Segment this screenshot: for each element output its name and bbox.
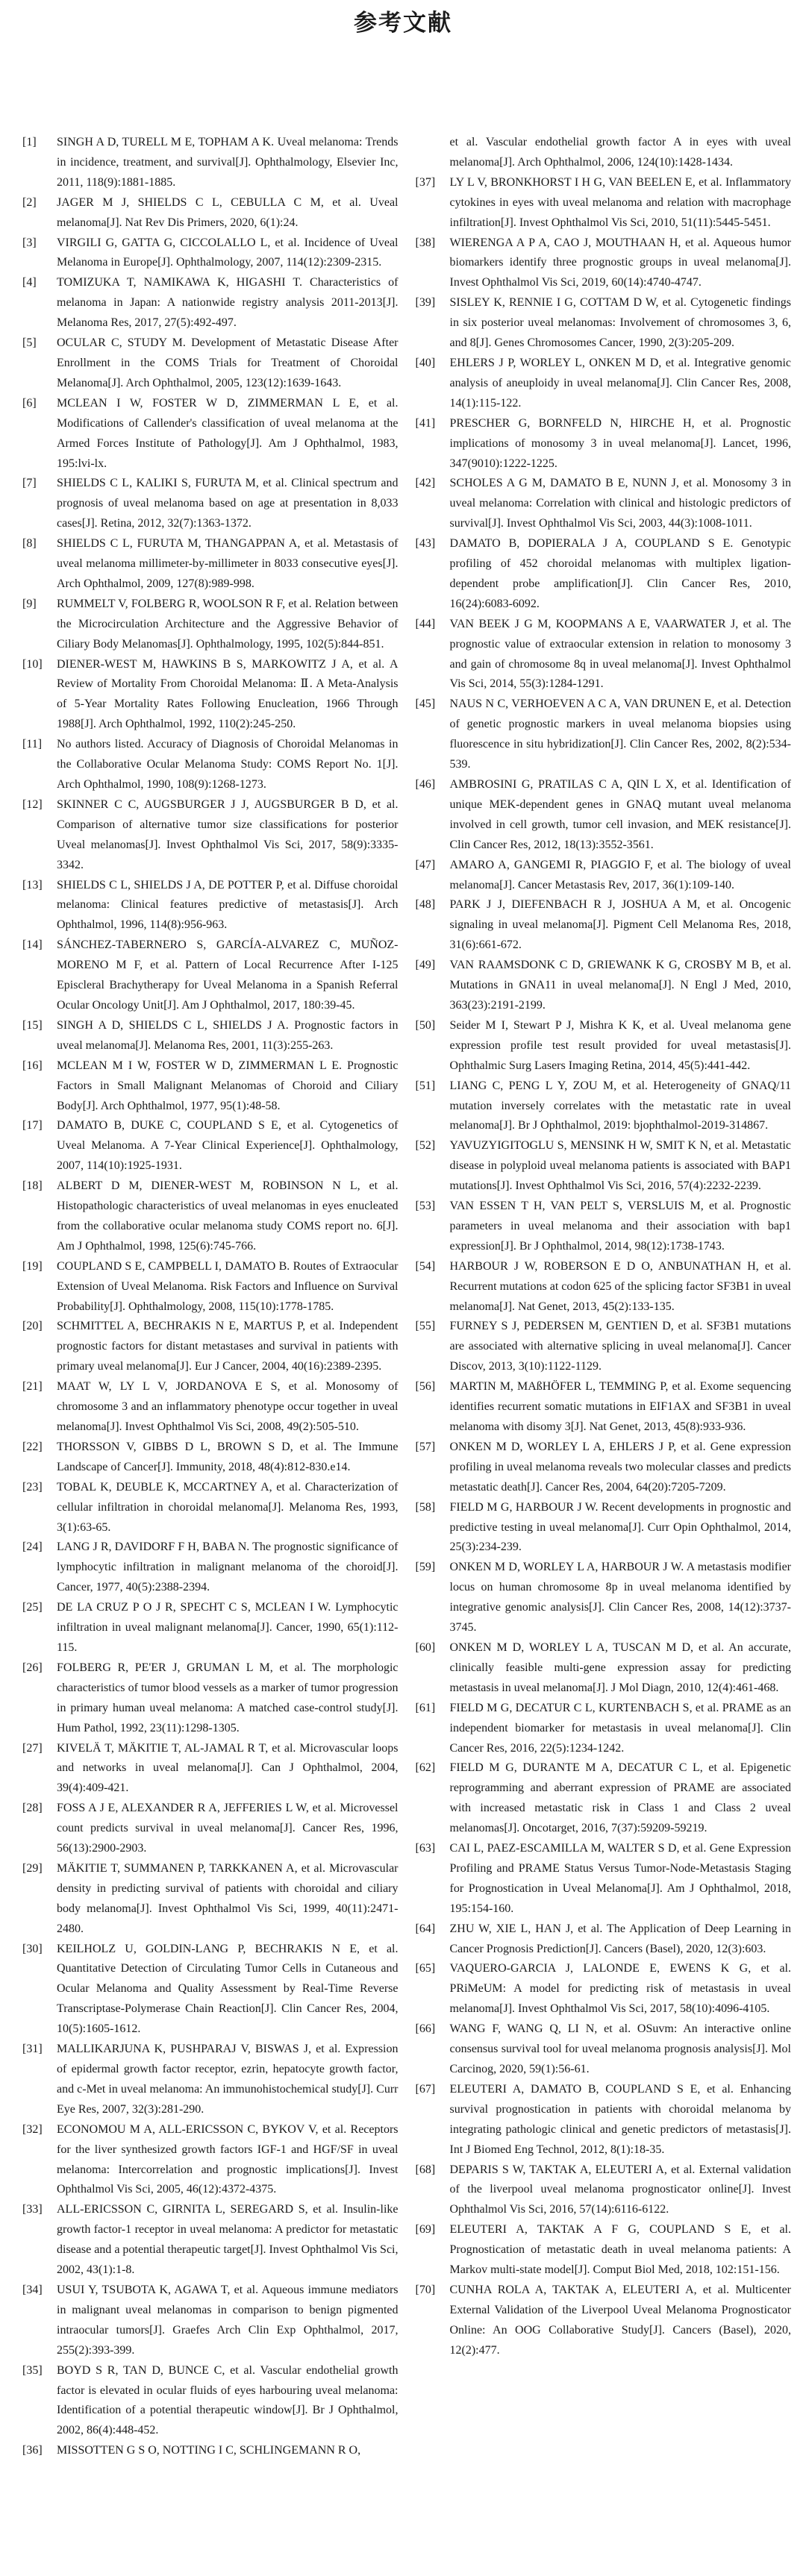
reference-item xyxy=(416,1839,792,1920)
reference-number: [43] xyxy=(415,537,436,551)
reference-number: [54] xyxy=(415,1259,436,1273)
reference-text: SCHOLES A G M, DAMATO B E, NUNN J, et al. Monosomy 3 in uveal melanoma: Correlation with clinical and histologic predictors of survival[J]. Invest Ophthalmol Vis Sci, 2003, 44(3):1008-1011. xyxy=(449,477,791,530)
reference-text: ONKEN M D, WORLEY L A, EHLERS J P, et al. Gene expression profiling in uveal melanoma reveals two molecular classes and predicts metastatic death[J]. Cancer Res, 2004, 64(20):7205-7209. xyxy=(449,1440,791,1494)
reference-item xyxy=(416,1638,792,1699)
reference-text: USUI Y, TSUBOTA K, AGAWA T, et al. Aqueous immune mediators in malignant uveal melanomas in comparison to benign pigmented intraocular tumors[J]. Graefes Arch Clin Exp Ophthalmol, 2017, 255(2):393-399. xyxy=(57,2283,399,2357)
reference-item xyxy=(416,1197,792,1257)
reference-item xyxy=(416,1257,792,1317)
reference-item xyxy=(22,876,399,936)
reference-text: BOYD S R, TAN D, BUNCE C, et al. Vascular endothelial growth factor is elevated in ocular fluids of eyes harbouring uveal melanoma: Identification of a potential therapeutic window[J]. Br J Ophthalmol, 2002, 86(4):448-452. xyxy=(57,2363,399,2437)
reference-item xyxy=(416,133,792,173)
reference-number: [25] xyxy=(22,1601,43,1614)
reference-text: Seider M I, Stewart P J, Mishra K K, et al. Uveal melanoma gene expression profile test result provided for uveal metastasis[J]. Ophthalmic Surg Lasers Imaging Retina, 2014, 45(5):441-442. xyxy=(449,1018,791,1072)
reference-text: RUMMELT V, FOLBERG R, WOOLSON R F, et al. Relation between the Microcirculation Architecture and the Aggressive Behavior of Ciliary Body Melanomas[J]. Ophthalmology, 1995, 102(5):844-851. xyxy=(57,597,399,651)
reference-item xyxy=(416,1317,792,1377)
reference-item xyxy=(416,1758,792,1839)
reference-number: [65] xyxy=(415,1962,436,1975)
reference-item xyxy=(416,1558,792,1638)
reference-text: SISLEY K, RENNIE I G, COTTAM D W, et al. Cytogenetic findings in six posterior uveal melanomas: Involvement of chromosomes 3, 6, and 8[J]. Genes Chromosomes Cancer, 1990, 2(3):205-209. xyxy=(449,296,791,350)
reference-text: PARK J J, DIEFENBACH R J, JOSHUA A M, et al. Oncogenic signaling in uveal melanoma[J]. Pigment Cell Melanoma Res, 2018, 31(6):661-672. xyxy=(449,898,791,952)
reference-text: KIVELÄ T, MÄKITIE T, AL-JAMAL R T, et al. Microvascular loops and networks in uveal melanoma[J]. Can J Ophthalmol, 2004, 39(4):409-421. xyxy=(57,1741,399,1795)
reference-number: [67] xyxy=(415,2082,436,2096)
reference-text: et al. Vascular endothelial growth factor A in eyes with uveal melanoma[J]. Arch Ophthalmol, 2006, 124(10):1428-1434. xyxy=(449,136,791,169)
reference-text: DE LA CRUZ P O J R, SPECHT C S, MCLEAN I W. Lymphocytic infiltration in uveal malignant melanoma[J]. Cancer, 1990, 65(1):112-115. xyxy=(57,1601,399,1654)
reference-number: [16] xyxy=(22,1059,43,1072)
reference-number: [59] xyxy=(415,1561,436,1574)
reference-item xyxy=(22,1478,399,1538)
reference-number: [14] xyxy=(22,938,43,952)
reference-number: [56] xyxy=(415,1380,436,1394)
reference-item xyxy=(22,735,399,795)
reference-text: MISSOTTEN G S O, NOTTING I C, SCHLINGEMANN R O, xyxy=(57,2444,361,2457)
reference-number: [69] xyxy=(415,2223,436,2237)
reference-item xyxy=(22,1538,399,1598)
reference-item xyxy=(416,775,792,856)
reference-text: ELEUTERI A, TAKTAK A F G, COUPLAND S E, et al. Prognostication of metastatic death in uveal melanoma patients: A Markov multi-state model[J]. Comput Biol Med, 2018, 102:151-156. xyxy=(449,2223,791,2277)
reference-number: [9] xyxy=(22,597,37,610)
reference-text: FOSS A J E, ALEXANDER R A, JEFFERIES L W, et al. Microvessel count predicts survival in uveal melanoma[J]. Cancer Res, 1996, 56(13):2900-2903. xyxy=(57,1802,399,1855)
reference-number: [11] xyxy=(22,738,43,751)
reference-text: HARBOUR J W, ROBERSON E D O, ANBUNATHAN H, et al. Recurrent mutations at codon 625 of the splicing factor SF3B1 in uveal melanoma[J]. Nat Genet, 2013, 45(2):133-135. xyxy=(449,1259,791,1313)
reference-text: EHLERS J P, WORLEY L, ONKEN M D, et al. Integrative genomic analysis of aneuploidy in uveal melanoma[J]. Clin Cancer Res, 2008, 14(1):115-122. xyxy=(449,356,791,410)
reference-number: [64] xyxy=(415,1922,436,1935)
reference-text: VAN BEEK J G M, KOOPMANS A E, VAARWATER J, et al. The prognostic value of extraocular extension in relation to monosomy 3 and gain of chromosome 8q in uveal melanoma[J]. Invest Ophthalmol Vis Sci, 2014, 55(3):1284-1291. xyxy=(449,617,791,691)
reference-item xyxy=(416,956,792,1016)
reference-number: [26] xyxy=(22,1661,43,1674)
reference-number: [57] xyxy=(415,1440,436,1453)
reference-item xyxy=(416,1016,792,1077)
reference-text: FIELD M G, DECATUR C L, KURTENBACH S, et al. PRAME as an independent biomarker for metastasis in uveal melanoma[J]. Clin Cancer Res, 2016, 22(5):1234-1242. xyxy=(449,1701,791,1755)
reference-item xyxy=(416,1377,792,1438)
reference-item xyxy=(22,1056,399,1117)
reference-number: [36] xyxy=(22,2444,43,2457)
reference-number: [18] xyxy=(22,1179,43,1193)
reference-text: DIENER-WEST M, HAWKINS B S, MARKOWITZ J A, et al. A Review of Mortality From Choroidal Melanoma: Ⅱ. A Meta-Analysis of 5-Year Mortality Rates Following Enucleation, 1966 Through 1988[J]. Arch Ophthalmol, 1992, 110(2):245-250. xyxy=(57,657,399,731)
reference-item xyxy=(22,1799,399,1859)
reference-text: SÁNCHEZ-TABERNERO S, GARCÍA-ALVAREZ C, MUÑOZ-MORENO M F, et al. Pattern of Local Recurrence After I-125 Episcleral Brachytherapy for Uveal Melanoma in a Spanish Referral Ocular Oncology Unit[J]. Am J Ophthalmol, 2017, 180:39-45. xyxy=(57,938,399,1012)
reference-number: [61] xyxy=(415,1701,436,1714)
reference-number: [5] xyxy=(22,336,37,350)
reference-item xyxy=(22,2441,399,2461)
reference-number: [22] xyxy=(22,1440,43,1453)
reference-item xyxy=(22,273,399,333)
reference-text: DAMATO B, DOPIERALA J A, COUPLAND S E. Genotypic profiling of 452 choroidal melanomas with multiplex ligation-dependent probe amplification[J]. Clin Cancer Res, 2010, 16(24):6083-6092. xyxy=(449,537,791,610)
reference-item xyxy=(416,354,792,414)
reference-text: PRESCHER G, BORNFELD N, HIRCHE H, et al. Prognostic implications of monosomy 3 in uveal melanoma[J]. Lancet, 1996, 347(9010):1222-1225. xyxy=(449,416,791,470)
reference-item xyxy=(416,1136,792,1197)
reference-number: [28] xyxy=(22,1802,43,1815)
reference-number: [53] xyxy=(415,1200,436,1213)
references-column-right xyxy=(416,133,792,2461)
reference-text: VAN RAAMSDONK C D, GRIEWANK K G, CROSBY M B, et al. Mutations in GNA11 in uveal melanoma[J]. N Engl J Med, 2010, 363(23):2191-2199. xyxy=(449,959,791,1012)
reference-number: [34] xyxy=(22,2283,43,2296)
reference-text: WANG F, WANG Q, LI N, et al. OSuvm: An interactive online consensus survival tool for uveal melanoma prognosis analysis[J]. Mol Carcinog, 2020, 59(1):56-61. xyxy=(449,2022,791,2075)
reference-number: [37] xyxy=(415,175,436,189)
reference-number: [32] xyxy=(22,2122,43,2136)
reference-number: [52] xyxy=(415,1139,436,1153)
reference-number: [33] xyxy=(22,2203,43,2216)
reference-text: VIRGILI G, GATTA G, CICCOLALLO L, et al. Incidence of Uveal Melanoma in Europe[J]. Ophthalmology, 2007, 114(12):2309-2315. xyxy=(57,236,399,269)
reference-text: DAMATO B, DUKE C, COUPLAND S E, et al. Cytogenetics of Uveal Melanoma. A 7-Year Clinical Experience[J]. Ophthalmology, 2007, 114(10):1925-1931. xyxy=(57,1119,399,1173)
reference-text: WIERENGA A P A, CAO J, MOUTHAAN H, et al. Aqueous humor biomarkers identify three prognostic groups in uveal melanoma[J]. Invest Ophthalmol Vis Sci, 2019, 60(14):4740-4747. xyxy=(449,236,791,289)
reference-text: OCULAR C, STUDY M. Development of Metastatic Disease After Enrollment in the COMS Trials for Treatment of Choroidal Melanoma[J]. Arch Ophthalmol, 2005, 123(12):1639-1643. xyxy=(57,336,399,389)
reference-text: TOMIZUKA T, NAMIKAWA K, HIGASHI T. Characteristics of melanoma in Japan: A nationwide registry analysis 2011-2013[J]. Melanoma Res, 2017, 27(5):492-497. xyxy=(57,276,399,330)
references-columns xyxy=(0,133,806,2475)
reference-text: TOBAL K, DEUBLE K, MCCARTNEY A, et al. Characterization of cellular infiltration in choroidal melanoma[J]. Melanoma Res, 1993, 3(1):63-65. xyxy=(57,1480,399,1534)
reference-item xyxy=(22,1257,399,1317)
reference-number: [10] xyxy=(22,657,43,671)
reference-number: [45] xyxy=(415,698,436,711)
reference-item xyxy=(22,1176,399,1257)
reference-number: [13] xyxy=(22,878,43,891)
reference-number: [6] xyxy=(22,396,37,410)
reference-item xyxy=(416,173,792,234)
reference-number: [35] xyxy=(22,2363,43,2377)
reference-text: THORSSON V, GIBBS D L, BROWN S D, et al. The Immune Landscape of Cancer[J]. Immunity, 2018, 48(4):812-830.e14. xyxy=(57,1440,399,1473)
reference-number: [51] xyxy=(415,1079,436,1092)
reference-item xyxy=(416,1498,792,1558)
reference-number: [27] xyxy=(22,1741,43,1755)
reference-item xyxy=(22,795,399,876)
reference-item xyxy=(22,1598,399,1658)
reference-text: JAGER M J, SHIELDS C L, CEBULLA C M, et al. Uveal melanoma[J]. Nat Rev Dis Primers, 2020, 6(1):24. xyxy=(57,195,399,229)
reference-text: ELEUTERI A, DAMATO B, COUPLAND S E, et al. Enhancing survival prognostication in patients with choroidal melanoma by integrating pathologic clinical and genetic predictors of metastasis[J]. Int J Biomed Eng Technol, 2012, 8(1):18-35. xyxy=(449,2082,791,2156)
reference-number: [63] xyxy=(415,1842,436,1855)
reference-text: SHIELDS C L, SHIELDS J A, DE POTTER P, et al. Diffuse choroidal melanoma: Clinical features predictive of metastasis[J]. Arch Ophthalmol, 1996, 114(8):956-963. xyxy=(57,878,399,932)
reference-text: CAI L, PAEZ-ESCAMILLA M, WALTER S D, et al. Gene Expression Profiling and PRAME Status Versus Tumor-Node-Metastasis Staging for Prognostication in Uveal Melanoma[J]. Am J Ophthalmol, 2018, 195:154-160. xyxy=(449,1842,791,1915)
reference-number: [31] xyxy=(22,2043,43,2056)
reference-number: [47] xyxy=(415,858,436,871)
reference-item xyxy=(22,1739,399,1799)
reference-text: COUPLAND S E, CAMPBELL I, DAMATO B. Routes of Extraocular Extension of Uveal Melanoma. Risk Factors and Influence on Survival Probability[J]. Ophthalmology, 2008, 115(10):1778-1785. xyxy=(57,1259,399,1313)
reference-number: [40] xyxy=(415,356,436,369)
reference-number: [62] xyxy=(415,1761,436,1775)
reference-item xyxy=(22,474,399,534)
reference-text: FIELD M G, DURANTE M A, DECATUR C L, et al. Epigenetic reprogramming and aberrant expression of PRAME are associated with increased metastatic risk in Class 1 and Class 2 uveal melanomas[J]. Oncotarget, 2016, 7(37):59209-59219. xyxy=(449,1761,791,1835)
reference-text: ALL-ERICSSON C, GIRNITA L, SEREGARD S, et al. Insulin-like growth factor-1 receptor in uveal melanoma: A predictor for metastatic disease and a potential therapeutic target[J]. Invest Ophthalmol Vis Sci, 2002, 43(1):1-8. xyxy=(57,2203,399,2277)
reference-number: [8] xyxy=(22,537,37,551)
reference-number: [41] xyxy=(415,416,436,430)
reference-item xyxy=(22,394,399,474)
reference-number: [42] xyxy=(415,477,436,490)
reference-item xyxy=(416,695,792,775)
reference-item xyxy=(22,1317,399,1377)
reference-item xyxy=(22,133,399,193)
reference-item xyxy=(22,2361,399,2442)
reference-item xyxy=(416,2019,792,2080)
reference-text: FURNEY S J, PEDERSEN M, GENTIEN D, et al. SF3B1 mutations are associated with alternative splicing in uveal melanoma[J]. Cancer Discov, 2013, 3(10):1122-1129. xyxy=(449,1320,791,1373)
reference-item xyxy=(22,2200,399,2281)
reference-number: [48] xyxy=(415,898,436,912)
reference-text: CUNHA ROLA A, TAKTAK A, ELEUTERI A, et al. Multicenter External Validation of the Liverpool Uveal Melanoma Prognosticator Online: An OOG Collaborative Study[J]. Cancers (Basel), 2020, 12(2):477. xyxy=(449,2283,791,2357)
reference-item xyxy=(416,2080,792,2160)
reference-text: KEILHOLZ U, GOLDIN-LANG P, BECHRAKIS N E, et al. Quantitative Detection of Circulating Tumor Cells in Cutaneous and Ocular Melanoma and Quality Assessment by Real-Time Reverse Transcriptase-Polymerase Chain Reaction[J]. Clin Cancer Res, 2004, 10(5):1605-1612. xyxy=(57,1942,399,2036)
reference-number: [58] xyxy=(415,1500,436,1514)
reference-item xyxy=(22,234,399,274)
reference-number: [2] xyxy=(22,195,37,209)
reference-item xyxy=(416,615,792,695)
reference-number: [4] xyxy=(22,276,37,289)
reference-text: SHIELDS C L, FURUTA M, THANGAPPAN A, et al. Metastasis of uveal melanoma millimeter-by-millimeter in 8033 consecutive eyes[J]. Arch Ophthalmol, 2009, 127(8):989-998. xyxy=(57,537,399,590)
reference-number: [17] xyxy=(22,1119,43,1132)
reference-item xyxy=(22,333,399,394)
reference-item xyxy=(416,1438,792,1498)
reference-item xyxy=(22,1859,399,1940)
reference-number: [29] xyxy=(22,1861,43,1875)
reference-text: SINGH A D, SHIELDS C L, SHIELDS J A. Prognostic factors in uveal melanoma[J]. Melanoma Res, 2001, 11(3):255-263. xyxy=(57,1018,399,1052)
reference-text: YAVUZYIGITOGLU S, MENSINK H W, SMIT K N, et al. Metastatic disease in polyploid uveal melanoma patients is associated with BAP1 mutations[J]. Invest Ophthalmol Vis Sci, 2016, 57(4):2232-2239. xyxy=(449,1139,791,1193)
reference-item xyxy=(416,474,792,534)
reference-number: [50] xyxy=(415,1018,436,1032)
reference-text: DEPARIS S W, TAKTAK A, ELEUTERI A, et al. External validation of the liverpool uveal melanoma prognosticator online[J]. Invest Ophthalmol Vis Sci, 2016, 57(14):6116-6122. xyxy=(449,2163,791,2216)
reference-item xyxy=(416,1699,792,1759)
reference-text: SKINNER C C, AUGSBURGER J J, AUGSBURGER B D, et al. Comparison of alternative tumor size classifications for posterior Uveal melanomas[J]. Invest Ophthalmol Vis Sci, 2017, 58(9):3335-3342. xyxy=(57,797,399,871)
reference-text: VAN ESSEN T H, VAN PELT S, VERSLUIS M, et al. Prognostic parameters in uveal melanoma and their association with bap1 expression[J]. Br J Ophthalmol, 2014, 98(12):1738-1743. xyxy=(449,1200,791,1253)
reference-text: ONKEN M D, WORLEY L A, TUSCAN M D, et al. An accurate, clinically feasible multi-gene expression assay for predicting metastasis in uveal melanoma[J]. J Mol Diagn, 2010, 12(4):461-468. xyxy=(449,1640,791,1694)
reference-item xyxy=(416,1959,792,2019)
reference-number: [3] xyxy=(22,236,37,249)
reference-text: FOLBERG R, PE'ER J, GRUMAN L M, et al. The morphologic characteristics of tumor blood vessels as a marker of tumor progression in primary human uveal melanoma: A matched case-control study[J]. Hum Pathol, 1992, 23(11):1298-1305. xyxy=(57,1661,399,1734)
reference-item xyxy=(22,936,399,1016)
reference-number: [60] xyxy=(415,1640,436,1654)
reference-number: [7] xyxy=(22,477,37,490)
reference-item xyxy=(416,293,792,354)
reference-text: ECONOMOU M A, ALL-ERICSSON C, BYKOV V, et al. Receptors for the liver synthesized growth factors IGF-1 and HGF/SF in uveal melanoma: Intercorrelation and prognostic implications[J]. Invest Ophthalmol Vis Sci, 2005, 46(12):4372-4375. xyxy=(57,2122,399,2196)
reference-number: [44] xyxy=(415,617,436,630)
reference-text: MÄKITIE T, SUMMANEN P, TARKKANEN A, et al. Microvascular density in predicting survival of patients with choroidal and ciliary body melanoma[J]. Invest Ophthalmol Vis Sci, 1999, 40(11):2471-2480. xyxy=(57,1861,399,1935)
reference-number: [15] xyxy=(22,1018,43,1032)
reference-item xyxy=(416,856,792,896)
reference-text: LY L V, BRONKHORST I H G, VAN BEELEN E, et al. Inflammatory cytokines in eyes with uveal melanoma and relation with macrophage infiltration[J]. Invest Ophthalmol Vis Sci, 2010, 51(11):5445-5451. xyxy=(449,175,791,229)
reference-item xyxy=(416,414,792,474)
reference-text: SHIELDS C L, KALIKI S, FURUTA M, et al. Clinical spectrum and prognosis of uveal melanoma based on age at presentation in 8,033 cases[J]. Retina, 2012, 32(7):1363-1372. xyxy=(57,477,399,530)
reference-number: [12] xyxy=(22,797,43,811)
reference-number: [68] xyxy=(415,2163,436,2176)
reference-item xyxy=(22,2120,399,2201)
reference-item xyxy=(416,534,792,615)
reference-text: LANG J R, DAVIDORF F H, BABA N. The prognostic significance of lymphocytic infiltration in malignant melanoma of the choroid[J]. Cancer, 1977, 40(5):2388-2394. xyxy=(57,1541,399,1594)
reference-number: [70] xyxy=(415,2283,436,2296)
reference-item xyxy=(22,2281,399,2361)
reference-number: [21] xyxy=(22,1380,43,1394)
reference-item xyxy=(22,2040,399,2120)
reference-item xyxy=(416,1920,792,1960)
reference-number: [46] xyxy=(415,778,436,791)
reference-item xyxy=(416,895,792,956)
reference-text: FIELD M G, HARBOUR J W. Recent developments in prognostic and predictive testing in uveal melanoma[J]. Curr Opin Ophthalmol, 2014, 25(3):234-239. xyxy=(449,1500,791,1554)
reference-item xyxy=(22,655,399,736)
reference-number: [30] xyxy=(22,1942,43,1955)
reference-item xyxy=(416,1077,792,1137)
reference-item xyxy=(416,2220,792,2281)
reference-text: AMARO A, GANGEMI R, PIAGGIO F, et al. The biology of uveal melanoma[J]. Cancer Metastasis Rev, 2017, 36(1):109-140. xyxy=(449,858,791,891)
reference-text: ONKEN M D, WORLEY L A, HARBOUR J W. A metastasis modifier locus on human chromosome 8p in uveal melanoma identified by integrative genomic analysis[J]. Clin Cancer Res, 2008, 14(12):3737-3745. xyxy=(449,1561,791,1635)
reference-item xyxy=(416,2281,792,2361)
reference-item xyxy=(22,193,399,234)
page-title: 参考文献 xyxy=(354,10,452,36)
reference-number: [23] xyxy=(22,1480,43,1494)
references-column-left xyxy=(22,133,399,2461)
reference-text: MAAT W, LY L V, JORDANOVA E S, et al. Monosomy of chromosome 3 and an inflammatory phenotype occur together in uveal melanoma[J]. Invest Ophthalmol Vis Sci, 2008, 49(2):505-510. xyxy=(57,1380,399,1433)
reference-number: [19] xyxy=(22,1259,43,1273)
reference-number: [24] xyxy=(22,1541,43,1554)
reference-number: [1] xyxy=(22,136,37,148)
reference-number: [38] xyxy=(415,236,436,249)
reference-number: [66] xyxy=(415,2022,436,2036)
reference-item xyxy=(22,534,399,595)
reference-number: [49] xyxy=(415,959,436,972)
reference-text: MCLEAN I W, FOSTER W D, ZIMMERMAN L E, et al. Modifications of Callender's classification of uveal melanoma at the Armed Forces Institute of Pathology[J]. Am J Ophthalmol, 1983, 195:lvi-lx. xyxy=(57,396,399,470)
reference-item xyxy=(22,595,399,655)
reference-text: LIANG C, PENG L Y, ZOU M, et al. Heterogeneity of GNAQ/11 mutation inversely correlates with the metastatic rate in uveal melanoma[J]. Br J Ophthalmol, 2019: bjophthalmol-2019-314867. xyxy=(449,1079,791,1132)
reference-item xyxy=(22,1940,399,2040)
reference-item xyxy=(22,1116,399,1176)
reference-item xyxy=(22,1438,399,1478)
reference-text: ZHU W, XIE L, HAN J, et al. The Application of Deep Learning in Cancer Prognosis Prediction[J]. Cancers (Basel), 2020, 12(3):603. xyxy=(449,1922,791,1955)
reference-item xyxy=(22,1658,399,1739)
reference-text: AMBROSINI G, PRATILAS C A, QIN L X, et al. Identification of unique MEK-dependent genes in GNAQ mutant uveal melanoma involved in cell growth, tumor cell invasion, and MEK resistance[J]. Clin Cancer Res, 2012, 18(13):3552-3561. xyxy=(449,778,791,851)
reference-item xyxy=(416,234,792,294)
reference-text: MARTIN M, MAßHÖFER L, TEMMING P, et al. Exome sequencing identifies recurrent somatic mutations in EIF1AX and SF3B1 in uveal melanoma with disomy 3[J]. Nat Genet, 2013, 45(8):933-936. xyxy=(449,1380,791,1433)
reference-item xyxy=(22,1016,399,1056)
reference-text: NAUS N C, VERHOEVEN A C A, VAN DRUNEN E, et al. Detection of genetic prognostic markers in uveal melanoma biopsies using fluorescence in situ hybridization[J]. Clin Cancer Res, 2002, 8(2):534-539. xyxy=(449,698,791,771)
reference-text: ALBERT D M, DIENER-WEST M, ROBINSON N L, et al. Histopathologic characteristics of uveal melanomas in eyes enucleated from the collaborative ocular melanoma study COMS report no. 6[J]. Am J Ophthalmol, 1998, 125(6):745-766. xyxy=(57,1179,399,1253)
reference-text: SCHMITTEL A, BECHRAKIS N E, MARTUS P, et al. Independent prognostic factors for distant metastases and survival in patients with primary uveal melanoma[J]. Eur J Cancer, 2004, 40(16):2389-2395. xyxy=(57,1320,399,1373)
reference-text: MALLIKARJUNA K, PUSHPARAJ V, BISWAS J, et al. Expression of epidermal growth factor receptor, ezrin, hepatocyte growth factor, and c-Met in uveal melanoma: An immunohistochemical study[J]. Curr Eye Res, 2007, 32(3):281-290. xyxy=(57,2043,399,2116)
reference-item xyxy=(22,1377,399,1438)
reference-text: VAQUERO-GARCIA J, LALONDE E, EWENS K G, et al. PRiMeUM: A model for predicting risk of metastasis in uveal melanoma[J]. Invest Ophthalmol Vis Sci, 2017, 58(10):4096-4105. xyxy=(449,1962,791,2016)
reference-text: MCLEAN M I W, FOSTER W D, ZIMMERMAN L E. Prognostic Factors in Small Malignant Melanomas of Choroid and Ciliary Body[J]. Arch Ophthalmol, 1977, 95(1):48-58. xyxy=(57,1059,399,1112)
reference-number: [20] xyxy=(22,1320,43,1333)
reference-text: No authors listed. Accuracy of Diagnosis of Choroidal Melanomas in the Collaborative Ocular Melanoma Study: COMS Report No. 1[J]. Arch Ophthalmol, 1990, 108(9):1268-1273. xyxy=(57,738,399,791)
reference-number: [55] xyxy=(415,1320,436,1333)
reference-number: [39] xyxy=(415,296,436,310)
reference-item xyxy=(416,2160,792,2221)
reference-text: SINGH A D, TURELL M E, TOPHAM A K. Uveal melanoma: Trends in incidence, treatment, and survival[J]. Ophthalmology, Elsevier Inc, 2011, 118(9):1881-1885. xyxy=(57,136,399,189)
